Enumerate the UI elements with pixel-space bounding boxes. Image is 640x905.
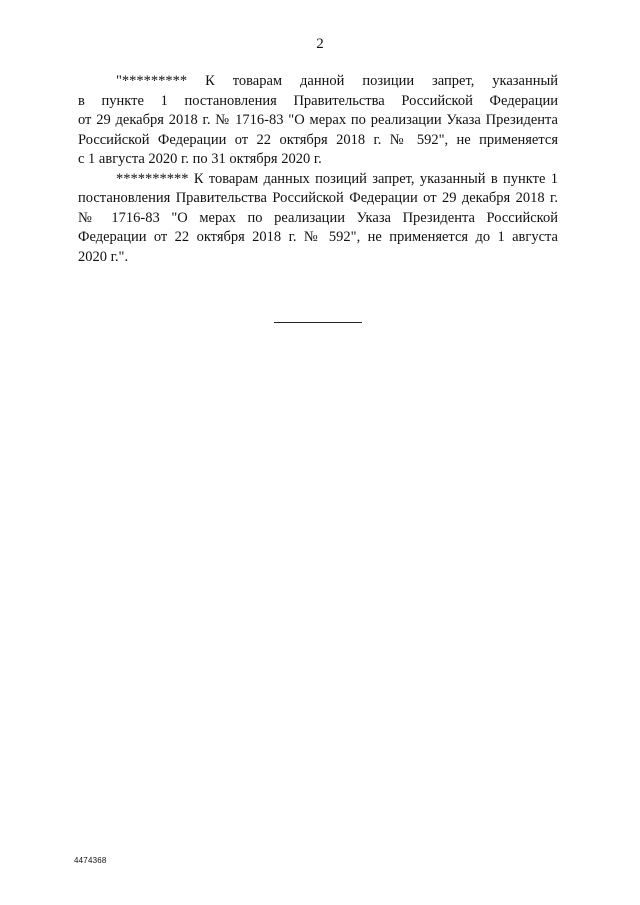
- document-body: [78, 72, 558, 267]
- footnote-1-line-1: "********* К товарам данной позиции запрет, указанный: [116, 73, 558, 89]
- footnote-2-line-4: Федерации от 22 октября 2018 г. № 592", не применяется до 1 августа: [78, 229, 558, 245]
- page-number: 2: [316, 36, 324, 52]
- footnote-paragraph-2: [78, 170, 558, 268]
- footnote-2-line-3: № 1716-83 "О мерах по реализации Указа Президента Российской: [78, 209, 558, 226]
- document-code: 4474368: [74, 856, 107, 865]
- end-separator-line: [274, 322, 362, 323]
- footnote-2-line-5: 2020 г.".: [78, 248, 129, 265]
- footnote-2-line-1: ********** К товарам данных позиций запрет, указанный в пункте 1: [116, 170, 558, 187]
- footnote-1-line-3: от 29 декабря 2018 г. № 1716-83 "О мерах по реализации Указа Президента: [78, 112, 558, 128]
- footnote-2-line-2: постановления Правительства Российской Федерации от 29 декабря 2018 г.: [78, 190, 558, 206]
- footnote-paragraph-1: [78, 72, 558, 170]
- footnote-1-line-2: в пункте 1 постановления Правительства Российской Федерации: [78, 92, 558, 109]
- footnote-1-line-5: с 1 августа 2020 г. по 31 октября 2020 г.: [78, 151, 322, 167]
- footnote-1-line-4: Российской Федерации от 22 октября 2018 г. № 592", не применяется: [78, 131, 558, 148]
